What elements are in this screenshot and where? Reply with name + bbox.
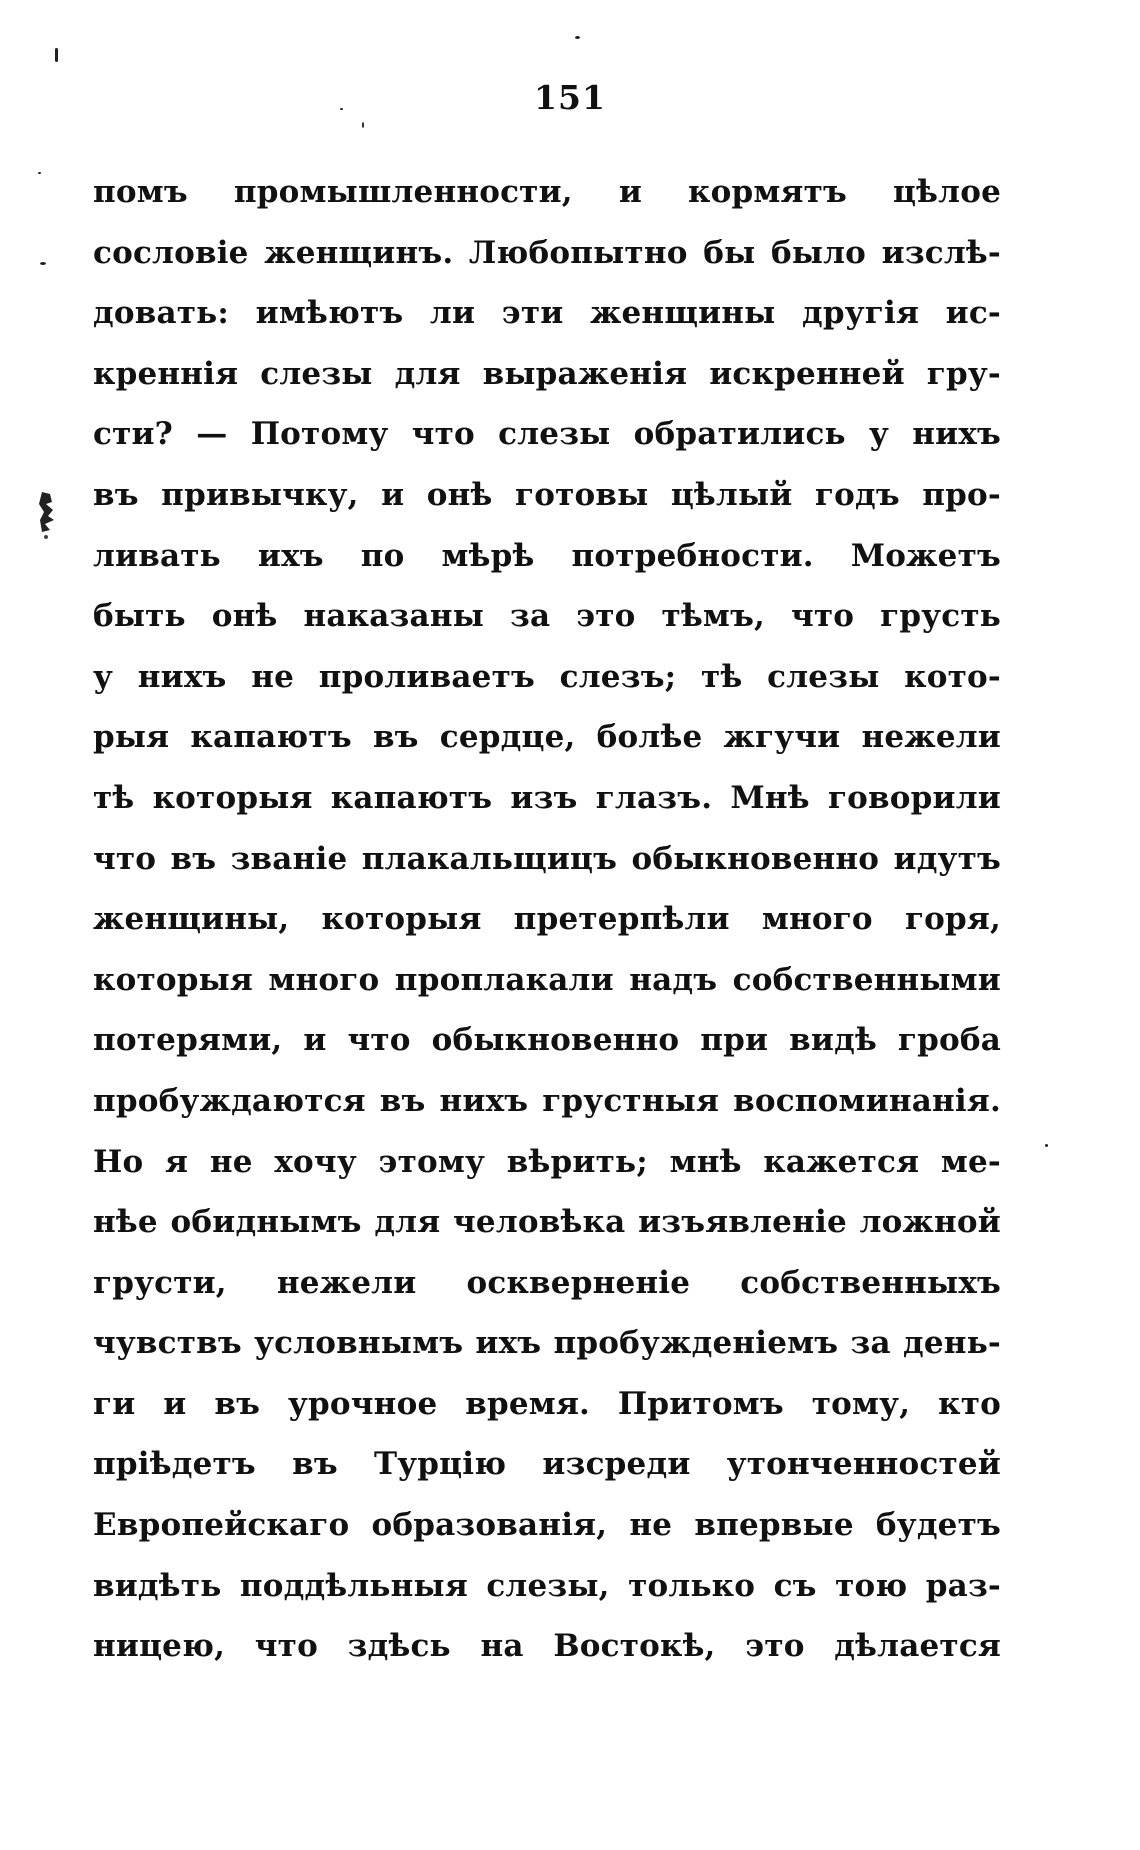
margin-stamp-mark [36, 490, 58, 540]
text-line: пробуждаются въ нихъ грустныя воспоминанія. [93, 1082, 1001, 1119]
ink-speck [575, 36, 580, 39]
body-text [93, 162, 1001, 1677]
text-line: помъ промышленности, и кормятъ цѣлое [93, 174, 1001, 210]
text-line: ницею, что здѣсь на Востокѣ, это дѣлается [93, 1628, 1001, 1665]
text-line: которыя много проплакали надъ собственными [93, 961, 1001, 998]
text-line: Но я не хочу этому вѣрить; мнѣ кажется ме- [93, 1143, 1001, 1180]
text-line: чувствъ условнымъ ихъ пробужденіемъ за день- [93, 1325, 1001, 1362]
ink-speck [340, 108, 343, 110]
text-line: въ привычку, и онѣ готовы цѣлый годъ про- [93, 476, 1001, 513]
text-line: видѣть поддѣльныя слезы, только съ тою раз- [93, 1567, 1001, 1604]
page-number: 151 [534, 78, 606, 117]
text-line: что въ званіе плакальщицъ обыкновенно идутъ [93, 840, 1001, 877]
text-line: сти? — Потому что слезы обратились у нихъ [93, 416, 1001, 453]
text-line: у нихъ не проливаетъ слезъ; тѣ слезы кото- [93, 658, 1001, 695]
text-line: рыя капаютъ въ сердце, болѣе жгучи нежели [93, 719, 1001, 756]
text-line: сословіе женщинъ. Любопытно бы было изслѣ- [93, 234, 1001, 271]
text-line: грусти, нежели оскверненіе собственныхъ [93, 1264, 1001, 1301]
ink-speck [38, 172, 41, 174]
text-line: женщины, которыя претерпѣли много горя, [93, 901, 1001, 938]
text-line: довать: имѣютъ ли эти женщины другія ис- [93, 295, 1001, 332]
text-line: ги и въ урочное время. Притомъ тому, кто [93, 1385, 1001, 1422]
text-line: нѣе обиднымъ для человѣка изъявленіе ложной [93, 1204, 1001, 1241]
text-line: потерями, и что обыкновенно при видѣ гроба [93, 1022, 1001, 1059]
ink-speck [1045, 1144, 1048, 1147]
text-line: креннія слезы для выраженія искренней гру- [93, 355, 1001, 392]
ink-speck [362, 122, 364, 128]
text-line: пріѣдетъ въ Турцію изсреди утонченностей [93, 1446, 1001, 1483]
ink-speck [55, 48, 58, 62]
text-line: ливать ихъ по мѣрѣ потребности. Можетъ [93, 537, 1001, 574]
text-line: тѣ которыя капаютъ изъ глазъ. Мнѣ говорили [93, 779, 1001, 816]
ink-speck [40, 262, 46, 265]
text-line: Европейскаго образованія, не впервые будетъ [93, 1507, 1001, 1544]
text-line: быть онѣ наказаны за это тѣмъ, что грусть [93, 598, 1001, 635]
